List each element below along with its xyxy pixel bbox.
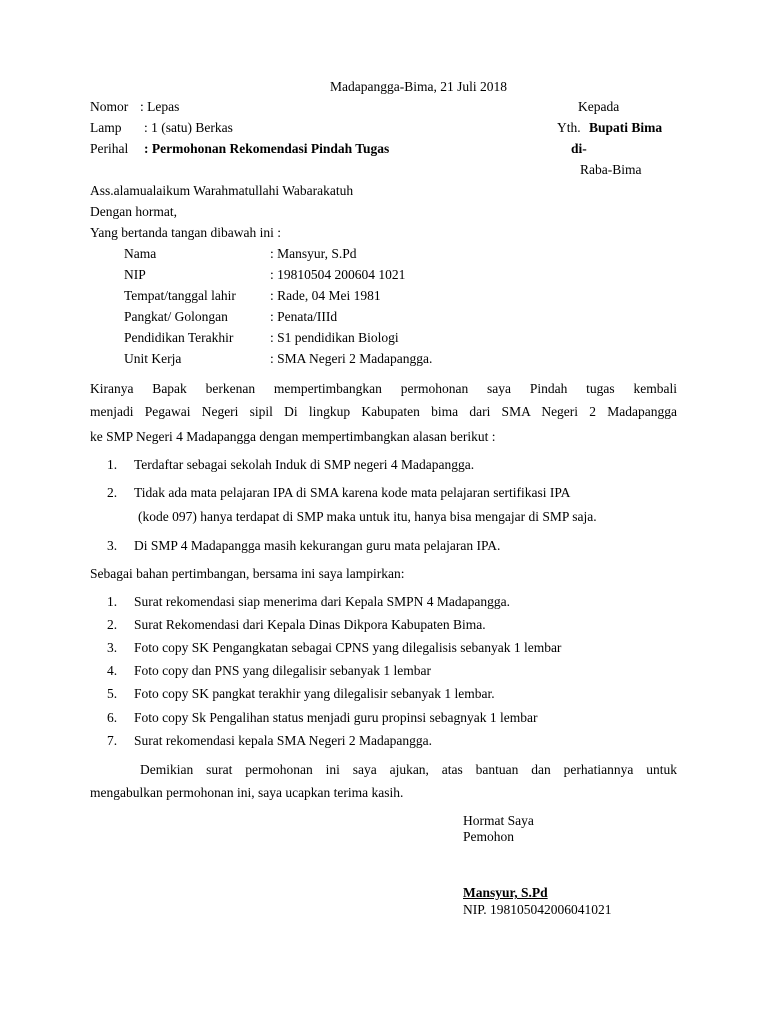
identity-value: : 19810504 200604 1021 bbox=[270, 267, 406, 282]
identity-value: : Penata/IIId bbox=[270, 309, 338, 324]
attachment-text: Foto copy dan PNS yang dilegalisir sebanyak 1 lembar bbox=[134, 663, 431, 678]
recipient-kepada: Kepada bbox=[578, 99, 620, 114]
recipient-city: Raba-Bima bbox=[580, 162, 642, 177]
request-line-3: ke SMP Negeri 4 Madapangga dengan mempertimbangkan alasan berikut : bbox=[90, 429, 496, 444]
recipient-yth: Yth. bbox=[557, 120, 581, 135]
place-date: Madapangga-Bima, 21 Juli 2018 bbox=[330, 79, 507, 94]
attachment-number: 4. bbox=[107, 663, 118, 678]
nomor-label: Nomor bbox=[90, 99, 129, 114]
lamp-value: : 1 (satu) Berkas bbox=[144, 120, 233, 135]
reason-number: 3. bbox=[107, 538, 118, 553]
reason-text: Terdaftar sebagai sekolah Induk di SMP negeri 4 Madapangga. bbox=[134, 457, 475, 472]
attachment-text: Surat rekomendasi siap menerima dari Kepala SMPN 4 Madapangga. bbox=[134, 594, 511, 609]
identity-label: Tempat/tanggal lahir bbox=[124, 288, 236, 303]
attachment-text: Foto copy SK Pengangkatan sebagai CPNS yang dilegalisis sebanyak 1 lembar bbox=[134, 640, 562, 655]
perihal-label: Perihal bbox=[90, 141, 129, 156]
signer-name: Mansyur, S.Pd bbox=[463, 885, 548, 900]
attachment-number: 6. bbox=[107, 710, 118, 725]
identity-label: Pendidikan Terakhir bbox=[124, 330, 234, 345]
request-line-2: menjadi Pegawai Negeri sipil Di lingkup Kabupaten bima dari SMA Negeri 2 Madapangga bbox=[90, 404, 677, 419]
attachment-number: 5. bbox=[107, 686, 118, 701]
identity-label: Nama bbox=[124, 246, 157, 261]
attachment-text: Surat Rekomendasi dari Kepala Dinas Dikpora Kabupaten Bima. bbox=[134, 617, 486, 632]
attachment-text: Foto copy SK pangkat terakhir yang dilegalisir sebanyak 1 lembar. bbox=[134, 686, 495, 701]
identity-label: Pangkat/ Golongan bbox=[124, 309, 228, 324]
lamp-label: Lamp bbox=[90, 120, 122, 135]
reason-text: Tidak ada mata pelajaran IPA di SMA karena kode mata pelajaran sertifikasi IPA bbox=[134, 485, 571, 500]
attachment-number: 7. bbox=[107, 733, 118, 748]
attachment-number: 3. bbox=[107, 640, 118, 655]
identity-value: : Mansyur, S.Pd bbox=[270, 246, 357, 261]
recipient-name: Bupati Bima bbox=[589, 120, 663, 135]
request-line-1: Kiranya Bapak berkenan mempertimbangkan permohonan saya Pindah tugas kembali bbox=[90, 381, 677, 396]
attachment-text: Foto copy Sk Pengalihan status menjadi guru propinsi sebagnyak 1 lembar bbox=[134, 710, 538, 725]
signer-nip: NIP. 198105042006041021 bbox=[463, 902, 612, 917]
intro-line: Yang bertanda tangan dibawah ini : bbox=[90, 225, 281, 240]
nomor-value: : Lepas bbox=[140, 99, 180, 114]
closing-line-1: Demikian surat permohonan ini saya ajukan, atas bantuan dan perhatiannya untuk bbox=[140, 762, 677, 777]
identity-value: : S1 pendidikan Biologi bbox=[270, 330, 399, 345]
attachment-text: Surat rekomendasi kepala SMA Negeri 2 Madapangga. bbox=[134, 733, 433, 748]
closing-line-2: mengabulkan permohonan ini, saya ucapkan terima kasih. bbox=[90, 785, 404, 800]
pemohon: Pemohon bbox=[463, 829, 515, 844]
attach-intro: Sebagai bahan pertimbangan, bersama ini saya lampirkan: bbox=[90, 566, 405, 581]
identity-value: : Rade, 04 Mei 1981 bbox=[270, 288, 381, 303]
recipient-di: di- bbox=[571, 141, 587, 156]
reason-continuation: (kode 097) hanya terdapat di SMP maka untuk itu, hanya bisa mengajar di SMP saja. bbox=[138, 509, 597, 524]
reason-text: Di SMP 4 Madapangga masih kekurangan guru mata pelajaran IPA. bbox=[134, 538, 501, 553]
dengan-hormat: Dengan hormat, bbox=[90, 204, 177, 219]
reason-number: 1. bbox=[107, 457, 118, 472]
reason-number: 2. bbox=[107, 485, 118, 500]
identity-value: : SMA Negeri 2 Madapangga. bbox=[270, 351, 433, 366]
salam: Ass.alamualaikum Warahmatullahi Wabarakatuh bbox=[90, 183, 354, 198]
attachment-number: 2. bbox=[107, 617, 118, 632]
identity-label: Unit Kerja bbox=[124, 351, 182, 366]
perihal-value: : Permohonan Rekomendasi Pindah Tugas bbox=[144, 141, 390, 156]
attachment-number: 1. bbox=[107, 594, 118, 609]
hormat-saya: Hormat Saya bbox=[463, 813, 534, 828]
identity-label: NIP bbox=[124, 267, 146, 282]
